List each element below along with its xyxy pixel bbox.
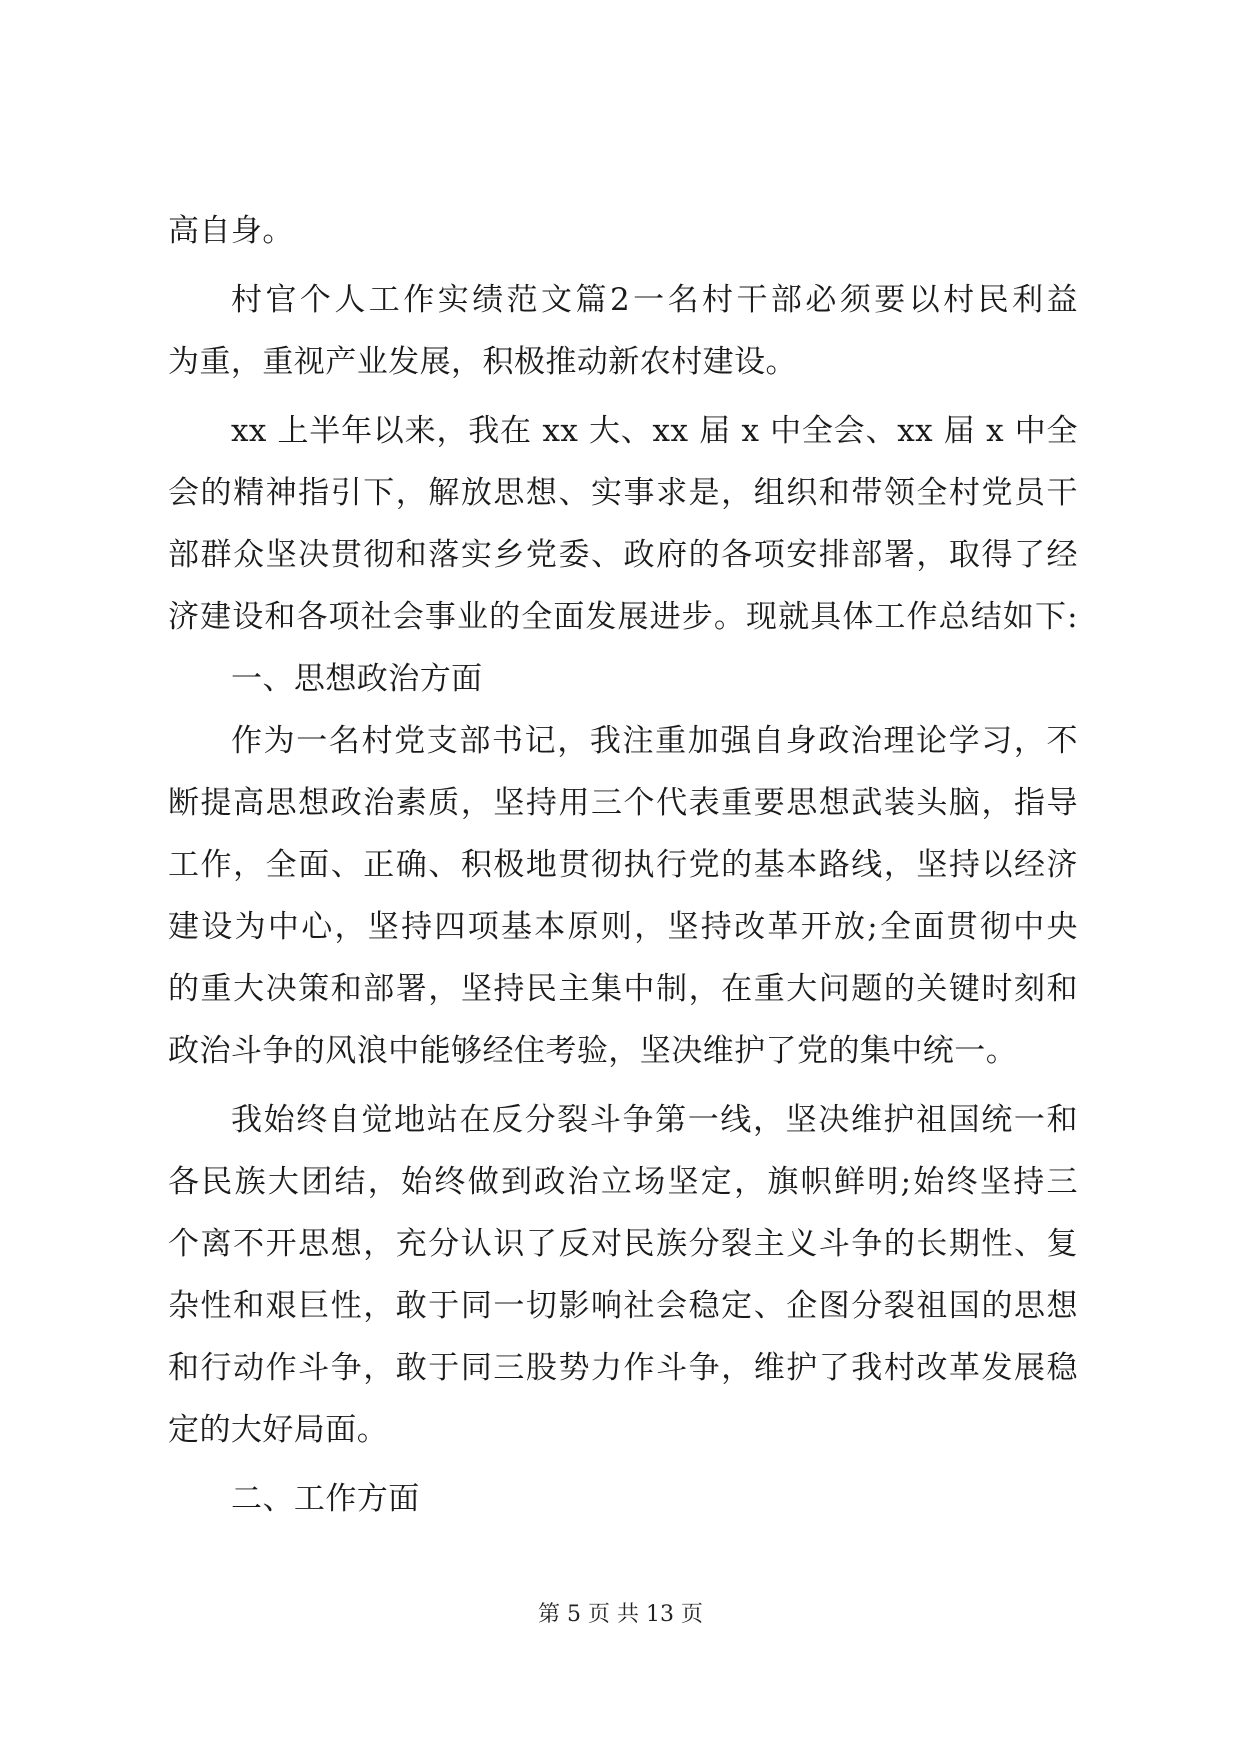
paragraph-line: 建设为中心，坚持四项基本原则，坚持改革开放;全面贯彻中央 — [168, 909, 1078, 945]
paragraph-line: 工作，全面、正确、积极地贯彻执行党的基本路线，坚持以经济 — [168, 847, 1078, 883]
paragraph-line: 各民族大团结，始终做到政治立场坚定，旗帜鲜明;始终坚持三 — [168, 1164, 1078, 1200]
paragraph-line: 个离不开思想，充分认识了反对民族分裂主义斗争的长期性、复 — [168, 1226, 1078, 1262]
paragraph-gap — [168, 1082, 1078, 1089]
paragraph-line: 济建设和各项社会事业的全面发展进步。现就具体工作总结如下: — [168, 599, 1078, 635]
section-heading: 一、思想政治方面 — [231, 661, 483, 697]
paragraph-gap — [168, 1461, 1078, 1468]
paragraph-line: 部群众坚决贯彻和落实乡党委、政府的各项安排部署，取得了经 — [168, 537, 1078, 573]
page-footer: 第 5 页 共 13 页 — [538, 1602, 703, 1627]
paragraph-line: 高自身。 — [168, 213, 294, 249]
paragraph-line: 杂性和艰巨性，敢于同一切影响社会稳定、企图分裂祖国的思想 — [168, 1288, 1078, 1324]
paragraph-line: xx 上半年以来，我在 xx 大、xx 届 x 中全会、xx 届 x 中全 — [231, 413, 1078, 449]
paragraph-line: 为重，重视产业发展，积极推动新农村建设。 — [168, 344, 797, 380]
document-body — [168, 200, 1078, 1530]
paragraph-line: 和行动作斗争，敢于同三股势力作斗争，维护了我村改革发展稳 — [168, 1350, 1078, 1386]
paragraph-line: 我始终自觉地站在反分裂斗争第一线，坚决维护祖国统一和 — [231, 1102, 1078, 1138]
section-heading: 二、工作方面 — [231, 1481, 420, 1517]
paragraph-line: 政治斗争的风浪中能够经住考验，坚决维护了党的集中统一。 — [168, 1033, 1018, 1069]
paragraph-line: 的重大决策和部署，坚持民主集中制，在重大问题的关键时刻和 — [168, 971, 1078, 1007]
paragraph-line: 定的大好局面。 — [168, 1412, 389, 1448]
paragraph-line: 作为一名村党支部书记，我注重加强自身政治理论学习，不 — [231, 723, 1078, 759]
paragraph-gap — [168, 262, 1078, 269]
paragraph-gap — [168, 393, 1078, 400]
paragraph-line: 村官个人工作实绩范文篇2一名村干部必须要以村民利益 — [231, 282, 1078, 318]
paragraph-line: 会的精神指引下，解放思想、实事求是，组织和带领全村党员干 — [168, 475, 1078, 511]
paragraph-line: 断提高思想政治素质，坚持用三个代表重要思想武装头脑，指导 — [168, 785, 1078, 821]
